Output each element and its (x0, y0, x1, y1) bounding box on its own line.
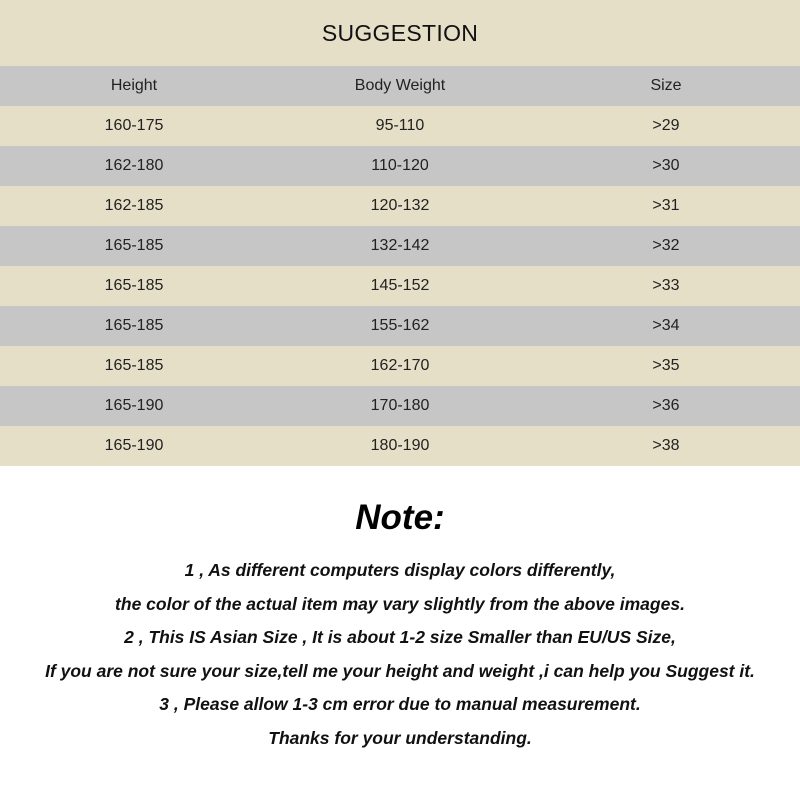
size-cell: >38 (652, 437, 680, 454)
table-row (0, 186, 800, 226)
note-line: 2 , This IS Asian Size , It is about 1-2 size Smaller than EU/US Size, (124, 627, 676, 647)
height-cell: 165-185 (104, 237, 164, 254)
height-cell: 165-185 (104, 317, 164, 334)
table-row (0, 266, 800, 306)
body-weight-cell: 132-142 (370, 237, 430, 254)
table-row (0, 306, 800, 346)
body-weight-cell: 120-132 (370, 197, 430, 214)
note-line: 1 , As different computers display colors differently, (184, 560, 616, 580)
body-weight-cell: 110-120 (371, 157, 429, 174)
note-lines (0, 554, 800, 755)
note-line: the color of the actual item may vary slightly from the above images. (115, 593, 685, 614)
size-cell: >33 (652, 277, 680, 294)
size-cell: >29 (652, 117, 680, 134)
header-size: Size (650, 77, 682, 94)
table-row (0, 106, 800, 146)
body-weight-cell: 162-170 (370, 357, 430, 374)
table-header-row (0, 66, 800, 106)
height-cell: 165-190 (104, 437, 164, 454)
size-cell: >35 (652, 357, 680, 374)
body-weight-cell: 180-190 (370, 437, 430, 454)
table-row (0, 386, 800, 426)
table-row (0, 426, 800, 466)
body-weight-cell: 155-162 (370, 317, 430, 334)
body-weight-cell: 95-110 (375, 117, 425, 134)
height-cell: 165-190 (104, 397, 164, 414)
note-line: Thanks for your understanding. (268, 727, 532, 748)
height-cell: 160-175 (104, 117, 164, 134)
height-cell: 162-185 (104, 197, 164, 214)
header-height: Height (110, 77, 158, 94)
note-section (0, 490, 800, 755)
table-row (0, 146, 800, 186)
height-cell: 162-180 (104, 157, 164, 174)
table-row (0, 226, 800, 266)
size-cell: >34 (652, 317, 680, 334)
size-cell: >36 (652, 397, 680, 414)
table-row (0, 346, 800, 386)
header-body-weight: Body Weight (354, 77, 446, 94)
size-cell: >31 (652, 197, 680, 214)
height-cell: 165-185 (104, 357, 164, 374)
size-cell: >30 (652, 157, 680, 174)
note-line: 3 , Please allow 1-3 cm error due to manual measurement. (159, 694, 641, 714)
body-weight-cell: 170-180 (370, 397, 430, 414)
body-weight-cell: 145-152 (370, 277, 430, 294)
height-cell: 165-185 (104, 277, 164, 294)
note-line: If you are not sure your size,tell me your height and weight ,i can help you Suggest it. (45, 660, 755, 681)
note-title: Note: (355, 498, 445, 537)
size-cell: >32 (652, 237, 680, 254)
table-title: SUGGESTION (0, 0, 800, 66)
